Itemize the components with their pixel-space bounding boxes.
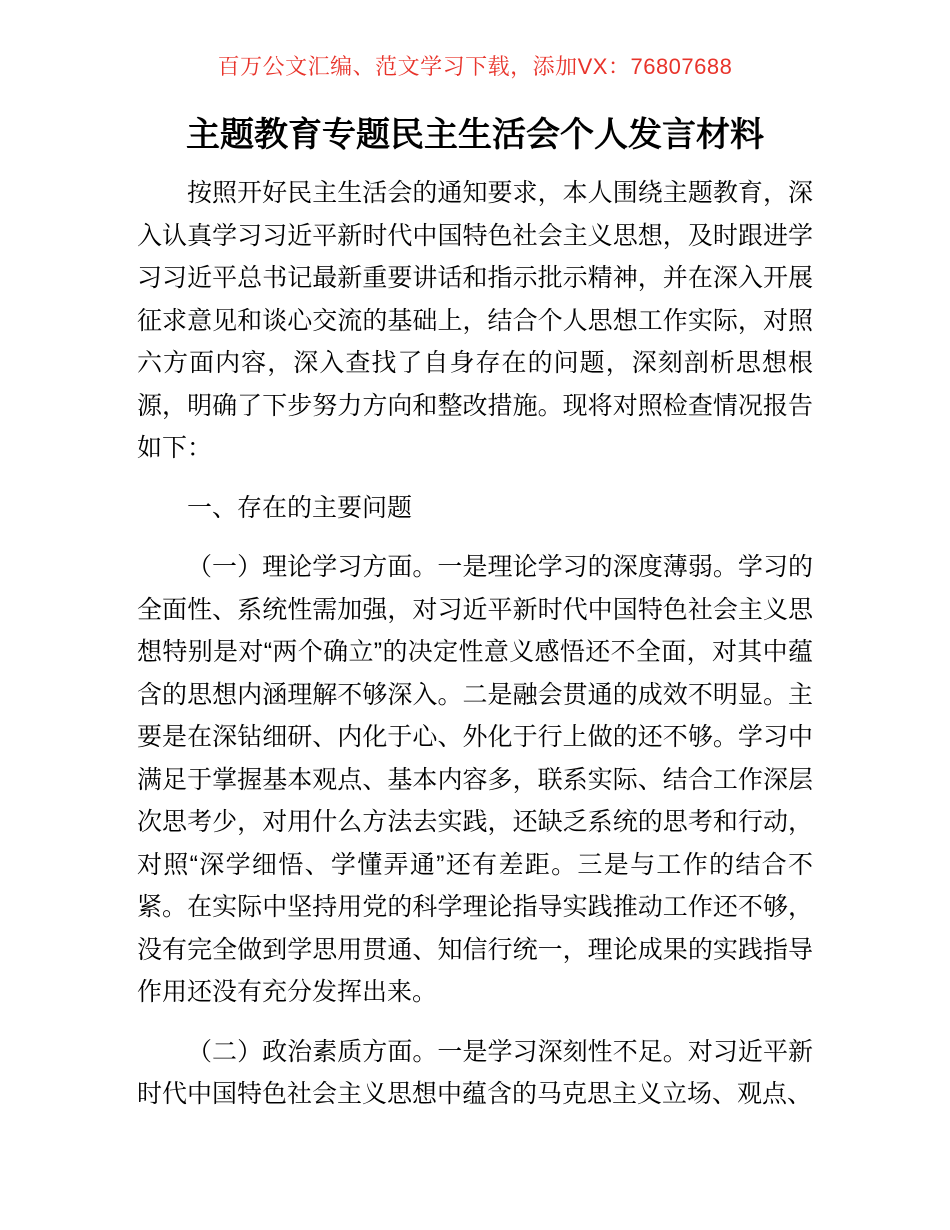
watermark-header: 百万公文汇编、范文学习下载，添加VX：76807688 [217,54,733,79]
document-title: 主题教育专题民主生活会个人发言材料 [186,116,764,154]
section-heading: 一、存在的主要问题 [187,493,413,522]
paragraph: （二）政治素质方面。一是学习深刻性不足。对习近平新时代中国特色社会主义思想中蕴含的马克思主义立场、观点、 [137,1037,813,1108]
document-body [137,172,813,1133]
paragraph: 按照开好民主生活会的通知要求，本人围绕主题教育，深入认真学习习近平新时代中国特色社会主义思想，及时跟进学习习近平总书记最新重要讲话和指示批示精神，并在深入开展征求意见和谈心交流的基础上，结合个人思想工作实际，对照六方面内容，深入查找了自身存在的问题，深刻剖析思想根源，明确了下步努力方向和整改措施。现将对照检查情况报告如下： [137,179,813,462]
paragraph: （一）理论学习方面。一是理论学习的深度薄弱。学习的全面性、系统性需加强，对习近平新时代中国特色社会主义思想特别是对“两个确立”的决定性意义感悟还不全面，对其中蕴含的思想内涵理解不够深入。二是融会贯通的成效不明显。主要是在深钻细研、内化于心、外化于行上做的还不够。学习中满足于掌握基本观点、基本内容多，联系实际、结合工作深层次思考少，对用什么方法去实践，还缺乏系统的思考和行动，对照“深学细悟、学懂弄通”还有差距。三是与工作的结合不紧。在实际中坚持用党的科学理论指导实践推动工作还不够，没有完全做到学思用贯通、知信行统一，理论成果的实践指导作用还没有充分发挥出来。 [137,553,813,1006]
